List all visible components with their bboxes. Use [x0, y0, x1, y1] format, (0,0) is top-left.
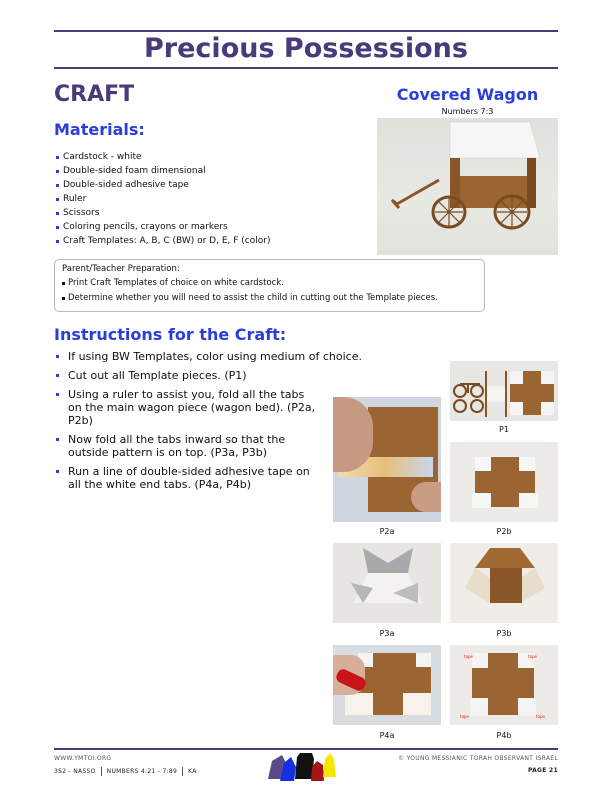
bullet-icon: [56, 198, 59, 201]
tape-label: tape: [528, 654, 538, 659]
materials-heading: Materials:: [54, 120, 145, 139]
list-item: Coloring pencils, crayons or markers: [56, 220, 270, 234]
list-item: Run a line of double-sided adhesive tape on all the white end tabs. (P4a, P4b): [56, 465, 318, 491]
list-item: Cardstock - white: [56, 150, 270, 164]
preparation-box: [54, 259, 485, 312]
divider: [101, 767, 102, 776]
footer-copyright: © YOUNG MESSIANIC TORAH OBSERVANT ISRAEL: [398, 755, 558, 762]
page-number: PAGE 21: [527, 767, 558, 774]
bullet-icon: [56, 170, 59, 173]
list-item: Double-sided foam dimensional: [56, 164, 270, 178]
list-item: If using BW Templates, color using medium of choice.: [56, 350, 366, 363]
bullet-icon: [56, 355, 59, 358]
footer-rule: [54, 748, 558, 750]
photo-p2a: [333, 397, 441, 522]
header-top-rule: [54, 30, 558, 32]
bullet-icon: [62, 297, 65, 300]
photo-p2b: [450, 442, 558, 522]
instructions-list: [56, 350, 366, 497]
materials-list: [56, 150, 270, 248]
folded-wagon-bed-icon: [450, 543, 558, 623]
footer-website[interactable]: WWW.YMTOI.ORG: [54, 755, 112, 762]
list-item: Cut out all Template pieces. (P1): [56, 369, 306, 382]
ymtoi-logo: [268, 751, 344, 782]
caption-p4a: P4a: [379, 731, 395, 740]
caption-p1: P1: [499, 425, 509, 434]
wagon-photo: [377, 118, 558, 255]
list-item: Craft Templates: A, B, C (BW) or D, E, F (color): [56, 234, 270, 248]
bullet-icon: [56, 470, 59, 473]
feature-title: Covered Wagon: [396, 85, 539, 104]
page-title: Precious Possessions: [144, 33, 468, 64]
caption-p3a: P3a: [379, 629, 395, 638]
footer-lesson-info: 3S2 - NASSO NUMBERS 4:21 - 7:89 KA: [54, 768, 197, 775]
photo-p3a: [333, 543, 441, 623]
photo-p4b: [450, 645, 558, 725]
list-item: Double-sided adhesive tape: [56, 178, 270, 192]
children-figures-logo-icon: [268, 751, 344, 782]
tape-label: tape: [460, 714, 470, 719]
bullet-icon: [56, 393, 59, 396]
bullet-icon: [56, 374, 59, 377]
list-item: Scissors: [56, 206, 270, 220]
tape-label: tape: [536, 714, 546, 719]
bullet-icon: [56, 212, 59, 215]
bullet-icon: [56, 240, 59, 243]
photo-p4a: [333, 645, 441, 725]
list-item: Determine whether you will need to assist the child in cutting out the Template pieces.: [62, 291, 477, 306]
header-bottom-rule: [54, 67, 558, 69]
divider: [182, 767, 183, 776]
scripture-reference: Numbers 7:3: [441, 107, 494, 116]
list-item: Ruler: [56, 192, 270, 206]
list-item: Now fold all the tabs inward so that the outside pattern is on top. (P3a, P3b): [56, 433, 318, 459]
preparation-heading: Parent/Teacher Preparation:: [62, 264, 180, 274]
photo-p1: [450, 361, 558, 421]
caption-p4b: P4b: [496, 731, 512, 740]
folded-tabs-icon: [333, 543, 441, 623]
instructions-heading: Instructions for the Craft:: [54, 325, 287, 344]
bullet-icon: [56, 156, 59, 159]
template-pieces-icon: [450, 361, 558, 421]
list-item: Print Craft Templates of choice on white cardstock.: [62, 276, 477, 291]
caption-p3b: P3b: [496, 629, 512, 638]
section-label: CRAFT: [54, 82, 135, 107]
bullet-icon: [56, 184, 59, 187]
covered-wagon-icon: [377, 118, 558, 255]
tape-label: tape: [464, 654, 474, 659]
caption-p2b: P2b: [496, 527, 512, 536]
photo-p3b: [450, 543, 558, 623]
bullet-icon: [62, 282, 65, 285]
list-item: Using a ruler to assist you, fold all the tabs on the main wagon piece (wagon bed). (P2a, P2b): [56, 388, 318, 427]
bullet-icon: [56, 226, 59, 229]
caption-p2a: P2a: [379, 527, 395, 536]
bullet-icon: [56, 438, 59, 441]
